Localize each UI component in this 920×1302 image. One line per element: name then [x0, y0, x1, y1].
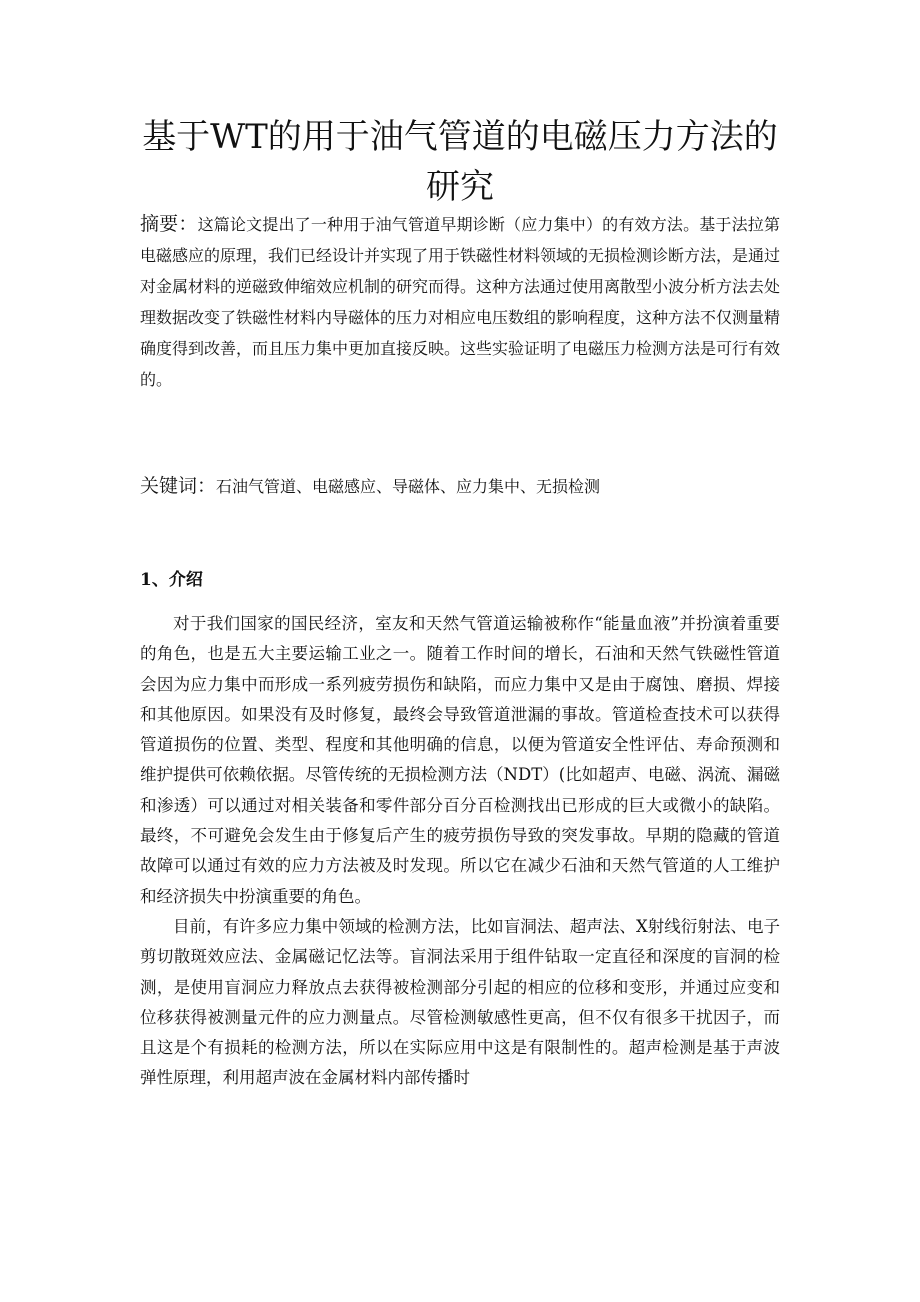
keywords [140, 472, 780, 501]
abstract-text: 这篇论文提出了一种用于油气管道早期诊断（应力集中）的有效方法。基于法拉第电磁感应的原理，我们已经设计并实现了用于铁磁性材料领域的无损检测诊断方法，是通过对金属材料的逆磁致伸缩效应机制的研究而得。这种方法通过使用离散型小波分析方法去处理数据改变了铁磁性材料内导磁体的压力对相应电压数组的影响程度，这种方法不仅测量精确度得到改善，而且压力集中更加直接反映。这些实验证明了电磁压力检测方法是可行有效的。 [140, 215, 781, 389]
body-paragraph: 对于我们国家的国民经济，室友和天然气管道运输被称作“能量血液”并扮演着重要的角色，也是五大主要运输工业之一。随着工作时间的增长，石油和天然气铁磁性管道会因为应力集中而形成一系列疲劳损伤和缺陷，而应力集中又是由于腐蚀、磨损、焊接和其他原因。如果没有及时修复，最终会导致管道泄漏的事故。管道检查技术可以获得管道损伤的位置、类型、程度和其他明确的信息，以便为管道安全性评估、寿命预测和维护提供可依赖依据。尽管传统的无损检测方法（NDT）(比如超声、电磁、涡流、漏磁和渗透）可以通过对相关装备和零件部分百分百检测找出已形成的巨大或微小的缺陷。最终，不可避免会发生由于修复后产生的疲劳损伤导致的突发事故。早期的隐藏的管道故障可以通过有效的应力方法被及时发现。所以它在减少石油和天然气管道的人工维护和经济损失中扮演重要的角色。 [140, 614, 780, 906]
keywords-label: 关键词： [140, 475, 217, 497]
section-body [140, 609, 780, 1094]
abstract [140, 209, 780, 395]
body-paragraph: 目前，有许多应力集中领域的检测方法，比如盲洞法、超声法、X射线衍射法、电子剪切散斑效应法、金属磁记忆法等。盲洞法采用于组件钻取一定直径和深度的盲洞的检测，是使用盲洞应力释放点去获得被检测部分引起的相应的位移和变形，并通过应变和位移获得被测量元件的应力测量点。尽管检测敏感性更高，但不仅有很多干扰因子，而且这是个有损耗的检测方法，所以在实际应用中这是有限制性的。超声检测是基于声波弹性原理，利用超声波在金属材料内部传播时 [140, 916, 780, 1088]
abstract-label: 摘要： [140, 213, 198, 235]
section-heading: 1、介绍 [140, 570, 203, 590]
keywords-text: 石油气管道、电磁感应、导磁体、应力集中、无损检测 [216, 477, 601, 496]
page-title: 基于WT的用于油气管道的电磁压力方法的研究 [142, 117, 778, 207]
